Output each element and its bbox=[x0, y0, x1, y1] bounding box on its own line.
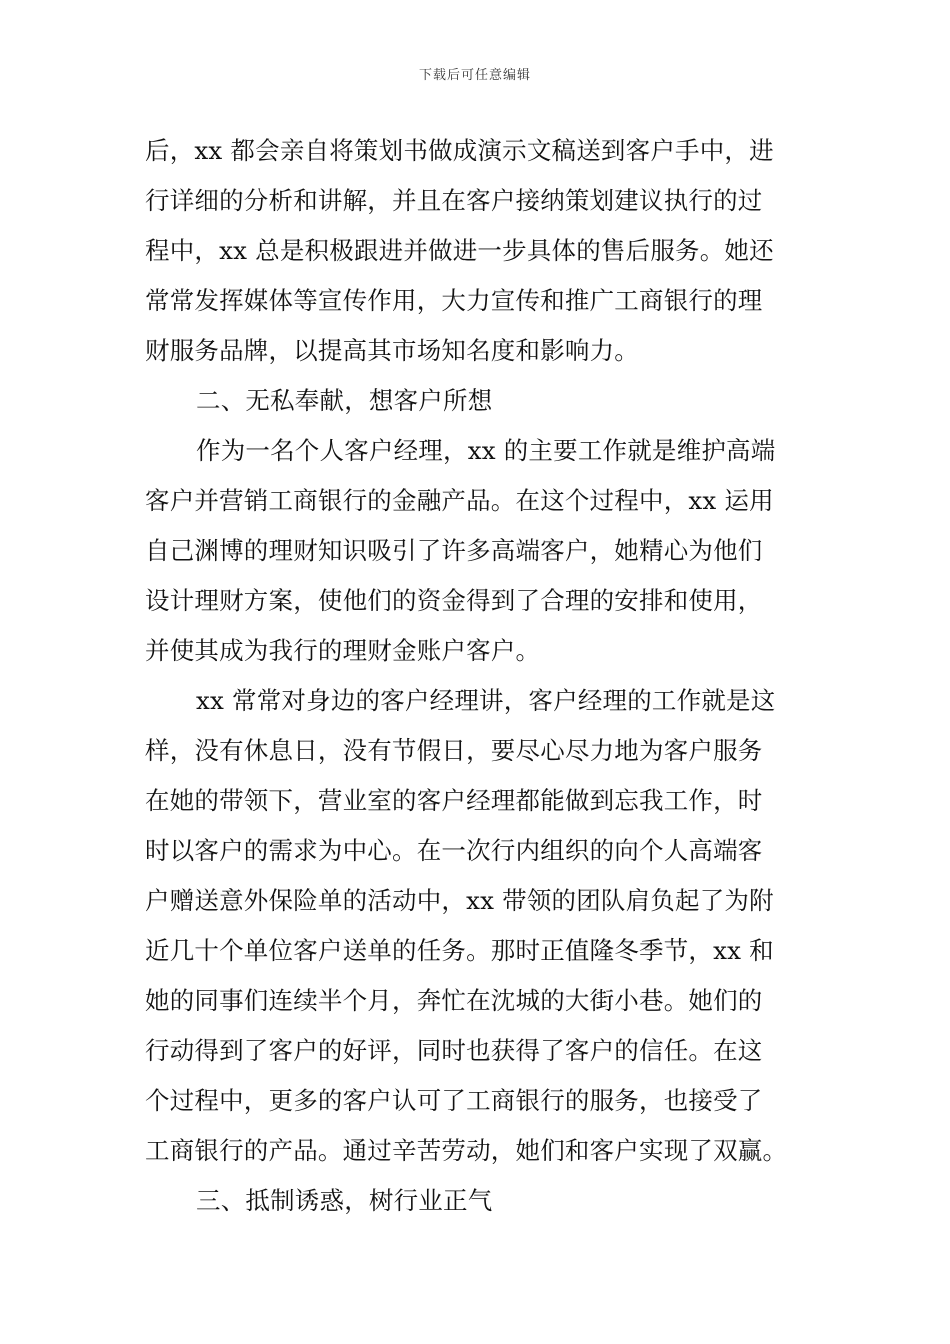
text-line: 个过程中，更多的客户认可了工商银行的服务，也接受了 bbox=[145, 1086, 763, 1115]
text-line: 客户并营销工商银行的金融产品。在这个过程中，xx 运用 bbox=[145, 486, 774, 515]
section-heading: 三、抵制诱惑，树行业正气 bbox=[196, 1186, 493, 1215]
text-line: 后，xx 都会亲自将策划书做成演示文稿送到客户手中，进 bbox=[145, 136, 774, 165]
text-line: 工商银行的产品。通过辛苦劳动，她们和客户实现了双赢。 bbox=[145, 1136, 788, 1165]
page-header: 下载后可任意编辑 bbox=[418, 68, 531, 83]
text-line: xx 常常对身边的客户经理讲，客户经理的工作就是这 bbox=[196, 686, 776, 715]
text-line: 在她的带领下，营业室的客户经理都能做到忘我工作，时 bbox=[145, 786, 763, 815]
text-line: 户赠送意外保险单的活动中，xx 带领的团队肩负起了为附 bbox=[145, 886, 774, 915]
text-line: 财服务品牌，以提高其市场知名度和影响力。 bbox=[145, 336, 639, 365]
text-line: 时以客户的需求为中心。在一次行内组织的向个人高端客 bbox=[145, 836, 763, 865]
text-line: 近几十个单位客户送单的任务。那时正值隆冬季节，xx 和 bbox=[145, 936, 774, 965]
text-line: 常常发挥媒体等宣传作用，大力宣传和推广工商银行的理 bbox=[145, 286, 763, 315]
text-line: 样，没有休息日，没有节假日，要尽心尽力地为客户服务 bbox=[145, 736, 763, 765]
text-line: 程中，xx 总是积极跟进并做进一步具体的售后服务。她还 bbox=[145, 236, 774, 265]
text-line: 行详细的分析和讲解，并且在客户接纳策划建议执行的过 bbox=[145, 186, 763, 215]
document-body bbox=[145, 126, 810, 1226]
text-line: 自己渊博的理财知识吸引了许多高端客户，她精心为他们 bbox=[145, 536, 763, 565]
text-line: 行动得到了客户的好评，同时也获得了客户的信任。在这 bbox=[145, 1036, 763, 1065]
text-line: 她的同事们连续半个月，奔忙在沈城的大街小巷。她们的 bbox=[145, 986, 763, 1015]
text-line: 设计理财方案，使他们的资金得到了合理的安排和使用， bbox=[145, 586, 763, 615]
text-line: 并使其成为我行的理财金账户客户。 bbox=[145, 636, 541, 665]
section-heading: 二、无私奉献，想客户所想 bbox=[196, 386, 493, 415]
text-line: 作为一名个人客户经理，xx 的主要工作就是维护高端 bbox=[196, 436, 776, 465]
